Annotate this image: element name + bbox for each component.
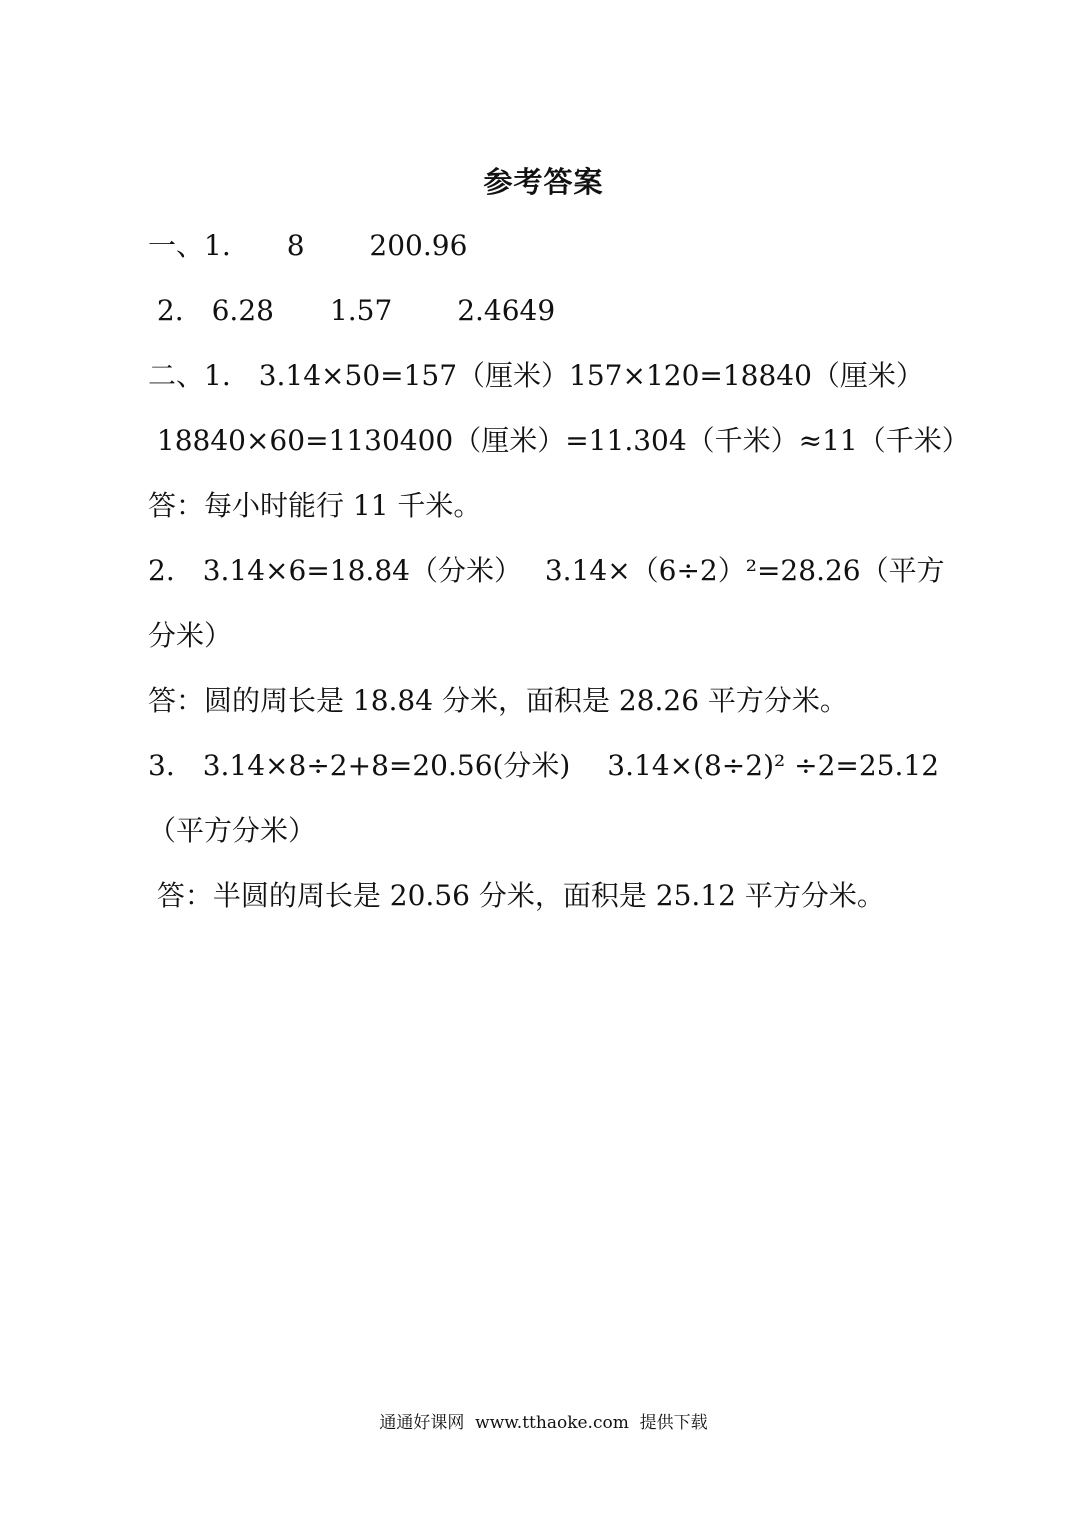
answer-line-4: 18840×60=1130400（厘米）=11.304（千米）≈11（千米） xyxy=(148,424,970,457)
answer-line-11: 答：半圆的周长是 20.56 分米，面积是 25.12 平方分米。 xyxy=(148,879,885,912)
footer-credit: 通通好课网 www.tthaoke.com 提供下载 xyxy=(379,1413,708,1433)
answer-line-5: 答：每小时能行 11 千米。 xyxy=(148,489,482,522)
answer-line-6: 2. 3.14×6=18.84（分米） 3.14×（6÷2）²=28.26（平方 xyxy=(148,554,945,587)
answer-line-3: 二、1. 3.14×50=157（厘米）157×120=18840（厘米） xyxy=(148,359,924,392)
answer-line-2: 2. 6.28 1.57 2.4649 xyxy=(148,294,556,327)
page-title: 参考答案 xyxy=(483,165,604,199)
answer-line-10: （平方分米） xyxy=(148,814,317,847)
answer-line-8: 答：圆的周长是 18.84 分米，面积是 28.26 平方分米。 xyxy=(148,684,848,717)
answer-line-1: 一、1. 8 200.96 xyxy=(148,229,468,262)
answer-line-9: 3. 3.14×8÷2+8=20.56(分米) 3.14×(8÷2)² ÷2=25.12 xyxy=(148,749,940,782)
answer-line-7: 分米） xyxy=(148,619,233,652)
